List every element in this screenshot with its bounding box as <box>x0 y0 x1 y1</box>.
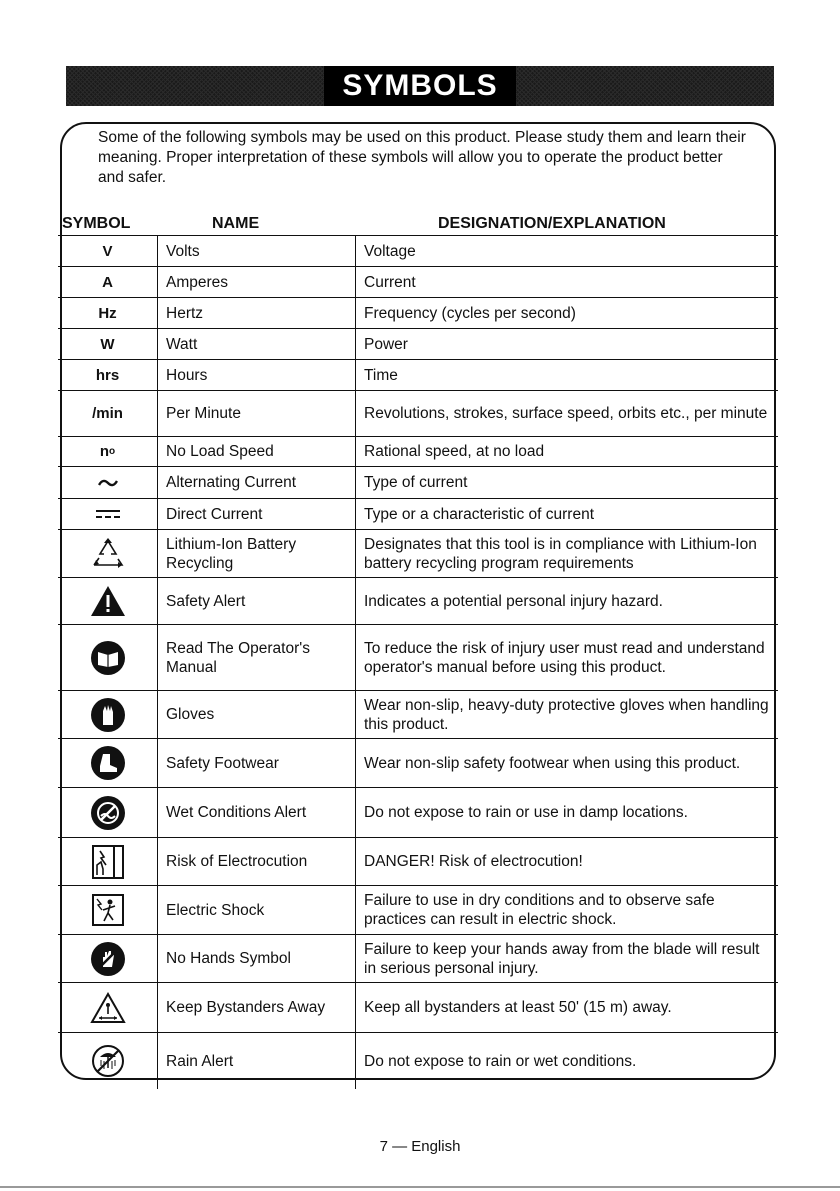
symbol-cell: Hz <box>58 298 158 328</box>
symbol-cell <box>58 739 158 787</box>
explanation-cell: Wear non-slip safety footwear when using this product. <box>364 754 741 772</box>
symbol-cell: hrs <box>58 360 158 390</box>
direct-current-icon <box>95 509 121 519</box>
table-row <box>58 983 778 1033</box>
symbol-cell: /min <box>58 391 158 436</box>
read-manual-icon <box>91 641 125 675</box>
symbol-cell <box>58 983 158 1032</box>
table-row <box>58 1033 778 1089</box>
table-row <box>58 329 778 360</box>
explanation-cell: Designates that this tool is in compliance with Lithium-Ion battery recycling program requirements <box>364 535 757 572</box>
no-hands-icon <box>91 942 125 976</box>
symbol-cell <box>58 1033 158 1089</box>
symbol-cell <box>58 691 158 738</box>
table-row <box>58 530 778 578</box>
explanation-cell: Time <box>364 366 398 384</box>
name-cell: Direct Current <box>158 499 356 529</box>
name-cell: Watt <box>158 329 356 359</box>
explanation-cell: To reduce the risk of injury user must read and understand operator's manual before using this product. <box>364 639 765 676</box>
table-row <box>58 691 778 739</box>
table-row <box>58 391 778 437</box>
hand-shape-icon <box>96 947 120 971</box>
safety-footwear-icon <box>91 746 125 780</box>
explanation-cell: Type of current <box>364 474 468 491</box>
table-row <box>58 499 778 530</box>
column-header-symbol: SYMBOL <box>62 215 131 232</box>
symbol-subscript: o <box>109 446 116 457</box>
name-cell: Rain Alert <box>158 1033 356 1089</box>
name-cell: Alternating Current <box>158 467 356 498</box>
table-row <box>58 437 778 467</box>
table-row <box>58 935 778 983</box>
name-cell: Lithium-Ion Battery Recycling <box>158 530 356 577</box>
name-cell: Keep Bystanders Away <box>158 983 356 1032</box>
page-bottom-rule <box>0 1186 840 1188</box>
boot-shape-icon <box>97 752 119 774</box>
intro-paragraph: Some of the following symbols may be used on this product. Please study them and learn their meaning. Proper interpretation of these symbols will allow you to operate the product better and safer. <box>98 129 746 186</box>
electrocution-icon <box>92 845 124 879</box>
table-row <box>58 267 778 298</box>
name-cell: No Hands Symbol <box>158 935 356 982</box>
symbol-cell <box>58 499 158 529</box>
recycling-icon <box>90 537 126 571</box>
symbol-text: n <box>99 443 110 460</box>
page-footer: 7 — English <box>379 1138 461 1155</box>
explanation-cell: Power <box>364 335 408 353</box>
symbol-cell <box>58 530 158 577</box>
name-cell: Read The Operator's Manual <box>158 625 356 690</box>
book-icon <box>96 648 120 668</box>
symbol-cell <box>58 935 158 982</box>
explanation-cell: Indicates a potential personal injury hazard. <box>364 592 663 610</box>
table-row <box>58 739 778 788</box>
table-row <box>58 788 778 838</box>
table-row <box>58 838 778 886</box>
name-cell: Hours <box>158 360 356 390</box>
table-row <box>58 578 778 625</box>
name-cell: Safety Alert <box>158 578 356 624</box>
table-row <box>58 467 778 499</box>
name-cell: Gloves <box>158 691 356 738</box>
wet-shape-icon <box>96 801 120 825</box>
name-cell: Safety Footwear <box>158 739 356 787</box>
explanation-cell: Failure to use in dry conditions and to observe safe practices can result in electric shock. <box>364 892 715 928</box>
column-header-explanation: DESIGNATION/EXPLANATION <box>438 215 666 232</box>
table-row <box>58 236 778 267</box>
gloves-icon <box>91 698 125 732</box>
explanation-cell: Revolutions, strokes, surface speed, orbits etc., per minute <box>364 405 768 422</box>
explanation-cell: DANGER! Risk of electrocution! <box>364 853 583 870</box>
explanation-cell: Voltage <box>364 242 416 260</box>
table-row <box>58 360 778 391</box>
symbol-cell <box>58 886 158 934</box>
symbol-cell: W <box>58 329 158 359</box>
safety-alert-icon <box>90 585 126 617</box>
name-cell: Wet Conditions Alert <box>158 788 356 837</box>
symbol-cell <box>58 788 158 837</box>
page-title: SYMBOLS <box>324 66 515 106</box>
table-row <box>58 298 778 329</box>
explanation-cell: Frequency (cycles per second) <box>364 304 576 322</box>
name-cell: Hertz <box>158 298 356 328</box>
explanation-cell: Do not expose to rain or use in damp locations. <box>364 804 688 821</box>
explanation-cell: Keep all bystanders at least 50' (15 m) away. <box>364 999 672 1016</box>
name-cell: Electric Shock <box>158 886 356 934</box>
table-row <box>58 625 778 691</box>
symbol-cell <box>58 838 158 885</box>
explanation-cell: Rational speed, at no load <box>364 443 545 460</box>
explanation-cell: Failure to keep your hands away from the blade will result in serious personal injury. <box>364 940 760 977</box>
column-header-name: NAME <box>212 215 260 232</box>
name-cell: Volts <box>158 236 356 266</box>
keep-bystanders-away-icon <box>90 992 126 1024</box>
table-row <box>58 886 778 935</box>
symbol-cell: A <box>58 267 158 297</box>
symbols-banner <box>66 66 774 106</box>
symbol-cell: V <box>58 236 158 266</box>
symbol-cell <box>58 578 158 624</box>
name-cell: Amperes <box>158 267 356 297</box>
explanation-cell: Current <box>364 273 416 291</box>
symbols-table <box>58 236 778 1089</box>
name-cell: Per Minute <box>158 391 356 436</box>
symbol-cell <box>58 437 158 466</box>
explanation-cell: Do not expose to rain or wet conditions. <box>364 1052 637 1070</box>
glove-shape-icon <box>99 703 117 727</box>
alternating-current-icon <box>98 478 118 488</box>
symbol-cell <box>58 467 158 498</box>
name-cell: Risk of Electrocution <box>158 838 356 885</box>
symbol-cell <box>58 625 158 690</box>
name-cell: No Load Speed <box>158 437 356 466</box>
rain-alert-icon <box>91 1044 125 1078</box>
explanation-cell: Wear non-slip, heavy-duty protective gloves when handling this product. <box>364 696 769 733</box>
electric-shock-icon <box>92 894 124 926</box>
wet-conditions-icon <box>91 796 125 830</box>
explanation-cell: Type or a characteristic of current <box>364 505 595 523</box>
